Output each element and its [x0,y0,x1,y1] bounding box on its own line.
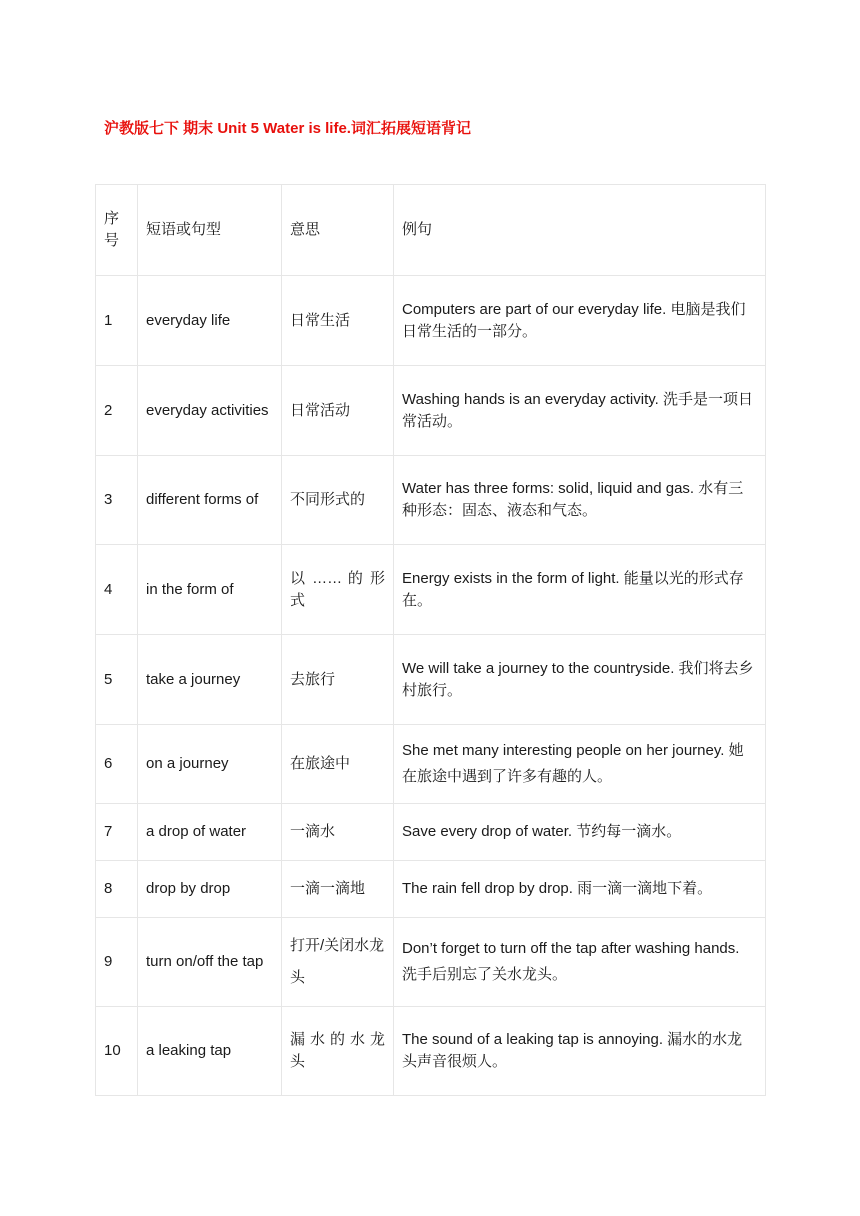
row-example: Energy exists in the form of light. 能量以光的形式存在。 [394,545,766,635]
row-example: Don’t forget to turn off the tap after washing hands. 洗手后别忘了关水龙头。 [394,918,766,1007]
row-example: The rain fell drop by drop. 雨一滴一滴地下着。 [394,861,766,918]
row-meaning: 日常生活 [282,276,394,366]
row-meaning: 在旅途中 [282,725,394,804]
table-header-row [96,185,766,276]
row-phrase: on a journey [138,725,282,804]
row-no: 6 [96,725,138,804]
row-phrase: take a journey [138,635,282,725]
row-no: 5 [96,635,138,725]
row-phrase: a leaking tap [138,1007,282,1096]
row-example: Water has three forms: solid, liquid and gas. 水有三种形态：固态、液态和气态。 [394,456,766,545]
row-no: 2 [96,366,138,456]
row-phrase: turn on/off the tap [138,918,282,1007]
row-example: The sound of a leaking tap is annoying. 漏水的水龙头声音很烦人。 [394,1007,766,1096]
row-example: We will take a journey to the countryside. 我们将去乡村旅行。 [394,635,766,725]
header-meaning: 意思 [282,185,394,276]
row-no: 10 [96,1007,138,1096]
table-row [96,545,766,635]
row-meaning: 打开/关闭水龙头 [282,918,394,1007]
row-no: 3 [96,456,138,545]
row-meaning: 以 …… 的 形式 [282,545,394,635]
row-phrase: a drop of water [138,804,282,861]
vocabulary-table [95,184,766,1096]
row-phrase: different forms of [138,456,282,545]
row-meaning: 一滴水 [282,804,394,861]
table-row [96,366,766,456]
table-row [96,635,766,725]
row-meaning: 一滴一滴地 [282,861,394,918]
row-meaning: 去旅行 [282,635,394,725]
row-example: Washing hands is an everyday activity. 洗手是一项日常活动。 [394,366,766,456]
row-no: 4 [96,545,138,635]
row-no: 9 [96,918,138,1007]
row-no: 8 [96,861,138,918]
header-no: 序号 [96,185,138,276]
row-no: 1 [96,276,138,366]
table-row [96,804,766,861]
row-phrase: everyday life [138,276,282,366]
row-example: Computers are part of our everyday life. 电脑是我们日常生活的一部分。 [394,276,766,366]
row-phrase: in the form of [138,545,282,635]
row-no: 7 [96,804,138,861]
table-row [96,918,766,1007]
row-example: Save every drop of water. 节约每一滴水。 [394,804,766,861]
row-phrase: drop by drop [138,861,282,918]
table-row [96,456,766,545]
header-phrase: 短语或句型 [138,185,282,276]
row-meaning: 日常活动 [282,366,394,456]
row-example: She met many interesting people on her journey. 她在旅途中遇到了许多有趣的人。 [394,725,766,804]
row-meaning: 不同形式的 [282,456,394,545]
document-title: 沪教版七下 期末 Unit 5 Water is life.词汇拓展短语背记 [104,120,471,137]
table-row [96,276,766,366]
row-phrase: everyday activities [138,366,282,456]
header-example: 例句 [394,185,766,276]
row-meaning: 漏 水 的 水 龙 头 [282,1007,394,1096]
table-row [96,861,766,918]
table-row [96,725,766,804]
table-row [96,1007,766,1096]
